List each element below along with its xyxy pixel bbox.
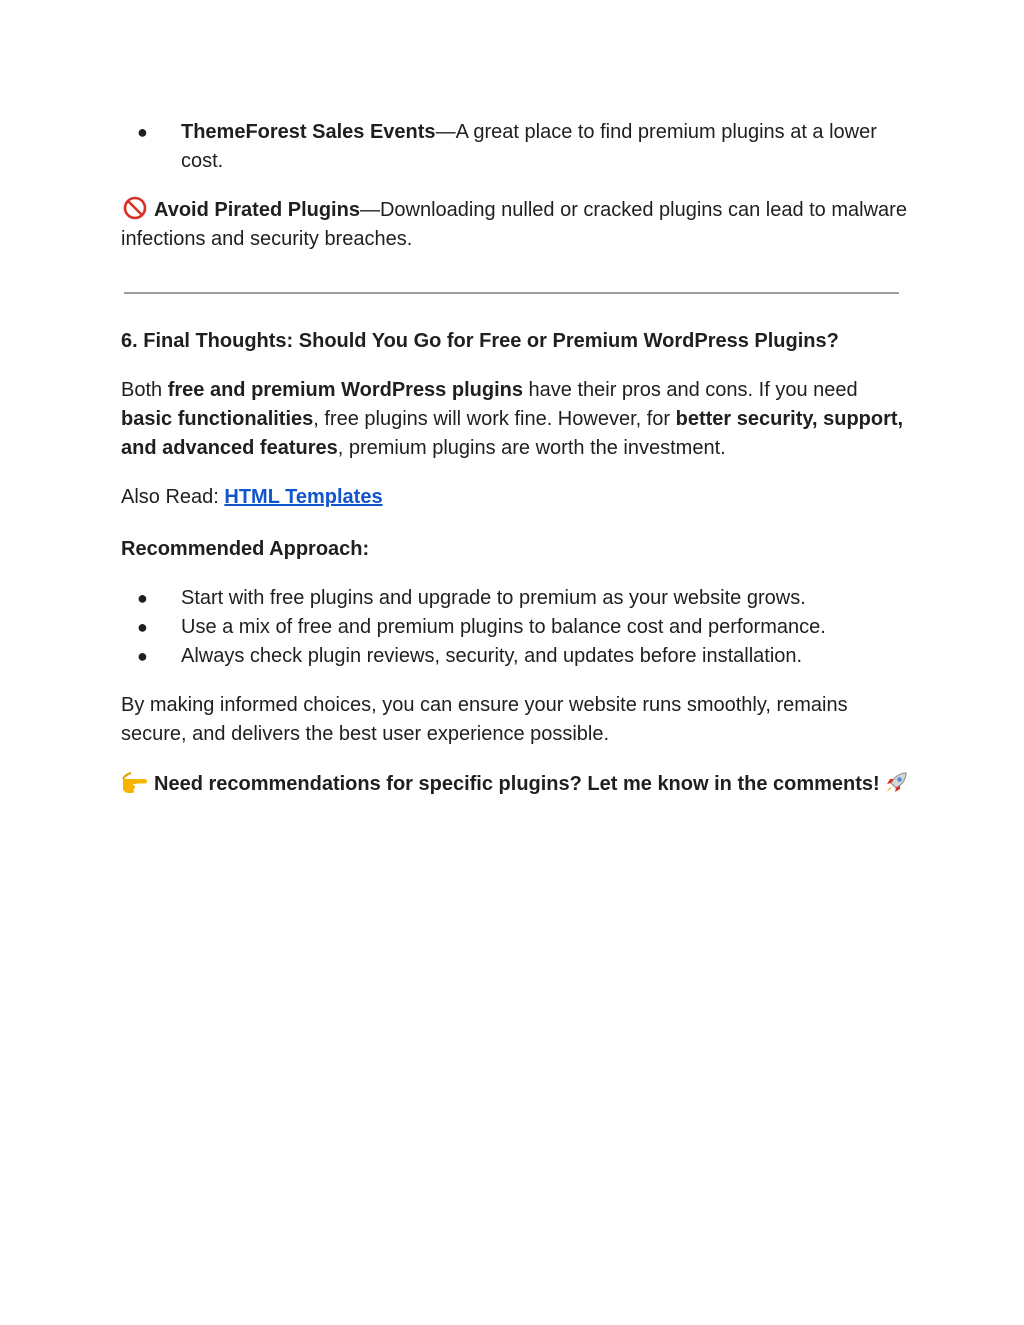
summary-bold-3: better security, support, and advanced features xyxy=(121,408,904,459)
bullet-icon: ● xyxy=(137,122,148,142)
avoid-paragraph xyxy=(121,196,911,254)
summary-text-2: have their pros and cons. If you need xyxy=(522,379,858,401)
bullet-icon: ● xyxy=(137,646,148,666)
list-item xyxy=(121,642,911,671)
list-item xyxy=(121,584,911,613)
rocket-icon xyxy=(884,769,910,795)
html-templates-link[interactable]: HTML Templates xyxy=(224,486,383,508)
also-read-line xyxy=(121,483,911,512)
summary-bold-2: basic functionalities xyxy=(121,408,314,430)
themeforest-list xyxy=(121,118,911,176)
content-top xyxy=(121,118,911,254)
bullet-icon: ● xyxy=(137,588,148,608)
summary-text-1: Both xyxy=(121,379,168,401)
summary-bold-1: free and premium WordPress plugins xyxy=(167,379,523,401)
prohibited-icon xyxy=(121,196,149,220)
list-item xyxy=(121,613,911,642)
approach-title xyxy=(121,535,911,564)
list-item-text: Always check plugin reviews, security, and updates before installation. xyxy=(181,645,803,667)
avoid-bold: Avoid Pirated Plugins xyxy=(154,199,360,221)
closing-paragraph: By making informed choices, you can ensure your website runs smoothly, remains secure, and delivers the best user experience possible. xyxy=(121,694,848,745)
also-read-label: Also Read: xyxy=(121,486,225,508)
pointing-hand-icon xyxy=(121,770,149,794)
horizontal-divider xyxy=(124,292,899,294)
approach-title-text: Recommended Approach: xyxy=(121,538,370,560)
section-heading: 6. Final Thoughts: Should You Go for Free or Premium WordPress Plugins? xyxy=(121,330,839,352)
avoid-text: —Downloading nulled or cracked plugins can lead to malware infections and security breaches. xyxy=(121,199,907,250)
list-item-bold: ThemeForest Sales Events xyxy=(181,121,436,143)
section-body xyxy=(121,376,911,799)
bullet-icon: ● xyxy=(137,617,148,637)
summary-text-4: , premium plugins are worth the investment. xyxy=(337,437,726,459)
cta-paragraph xyxy=(121,769,911,799)
list-item xyxy=(121,118,911,176)
list-item-text: Use a mix of free and premium plugins to balance cost and performance. xyxy=(181,616,826,638)
approach-list xyxy=(121,584,911,671)
list-item-text: Start with free plugins and upgrade to premium as your website grows. xyxy=(181,587,806,609)
summary-paragraph xyxy=(121,376,911,463)
list-item-text: —A great place to find premium plugins at a lower cost. xyxy=(181,121,877,172)
summary-text-3: , free plugins will work fine. However, for xyxy=(313,408,676,430)
cta-text: Need recommendations for specific plugins? Let me know in the comments! xyxy=(154,773,880,795)
